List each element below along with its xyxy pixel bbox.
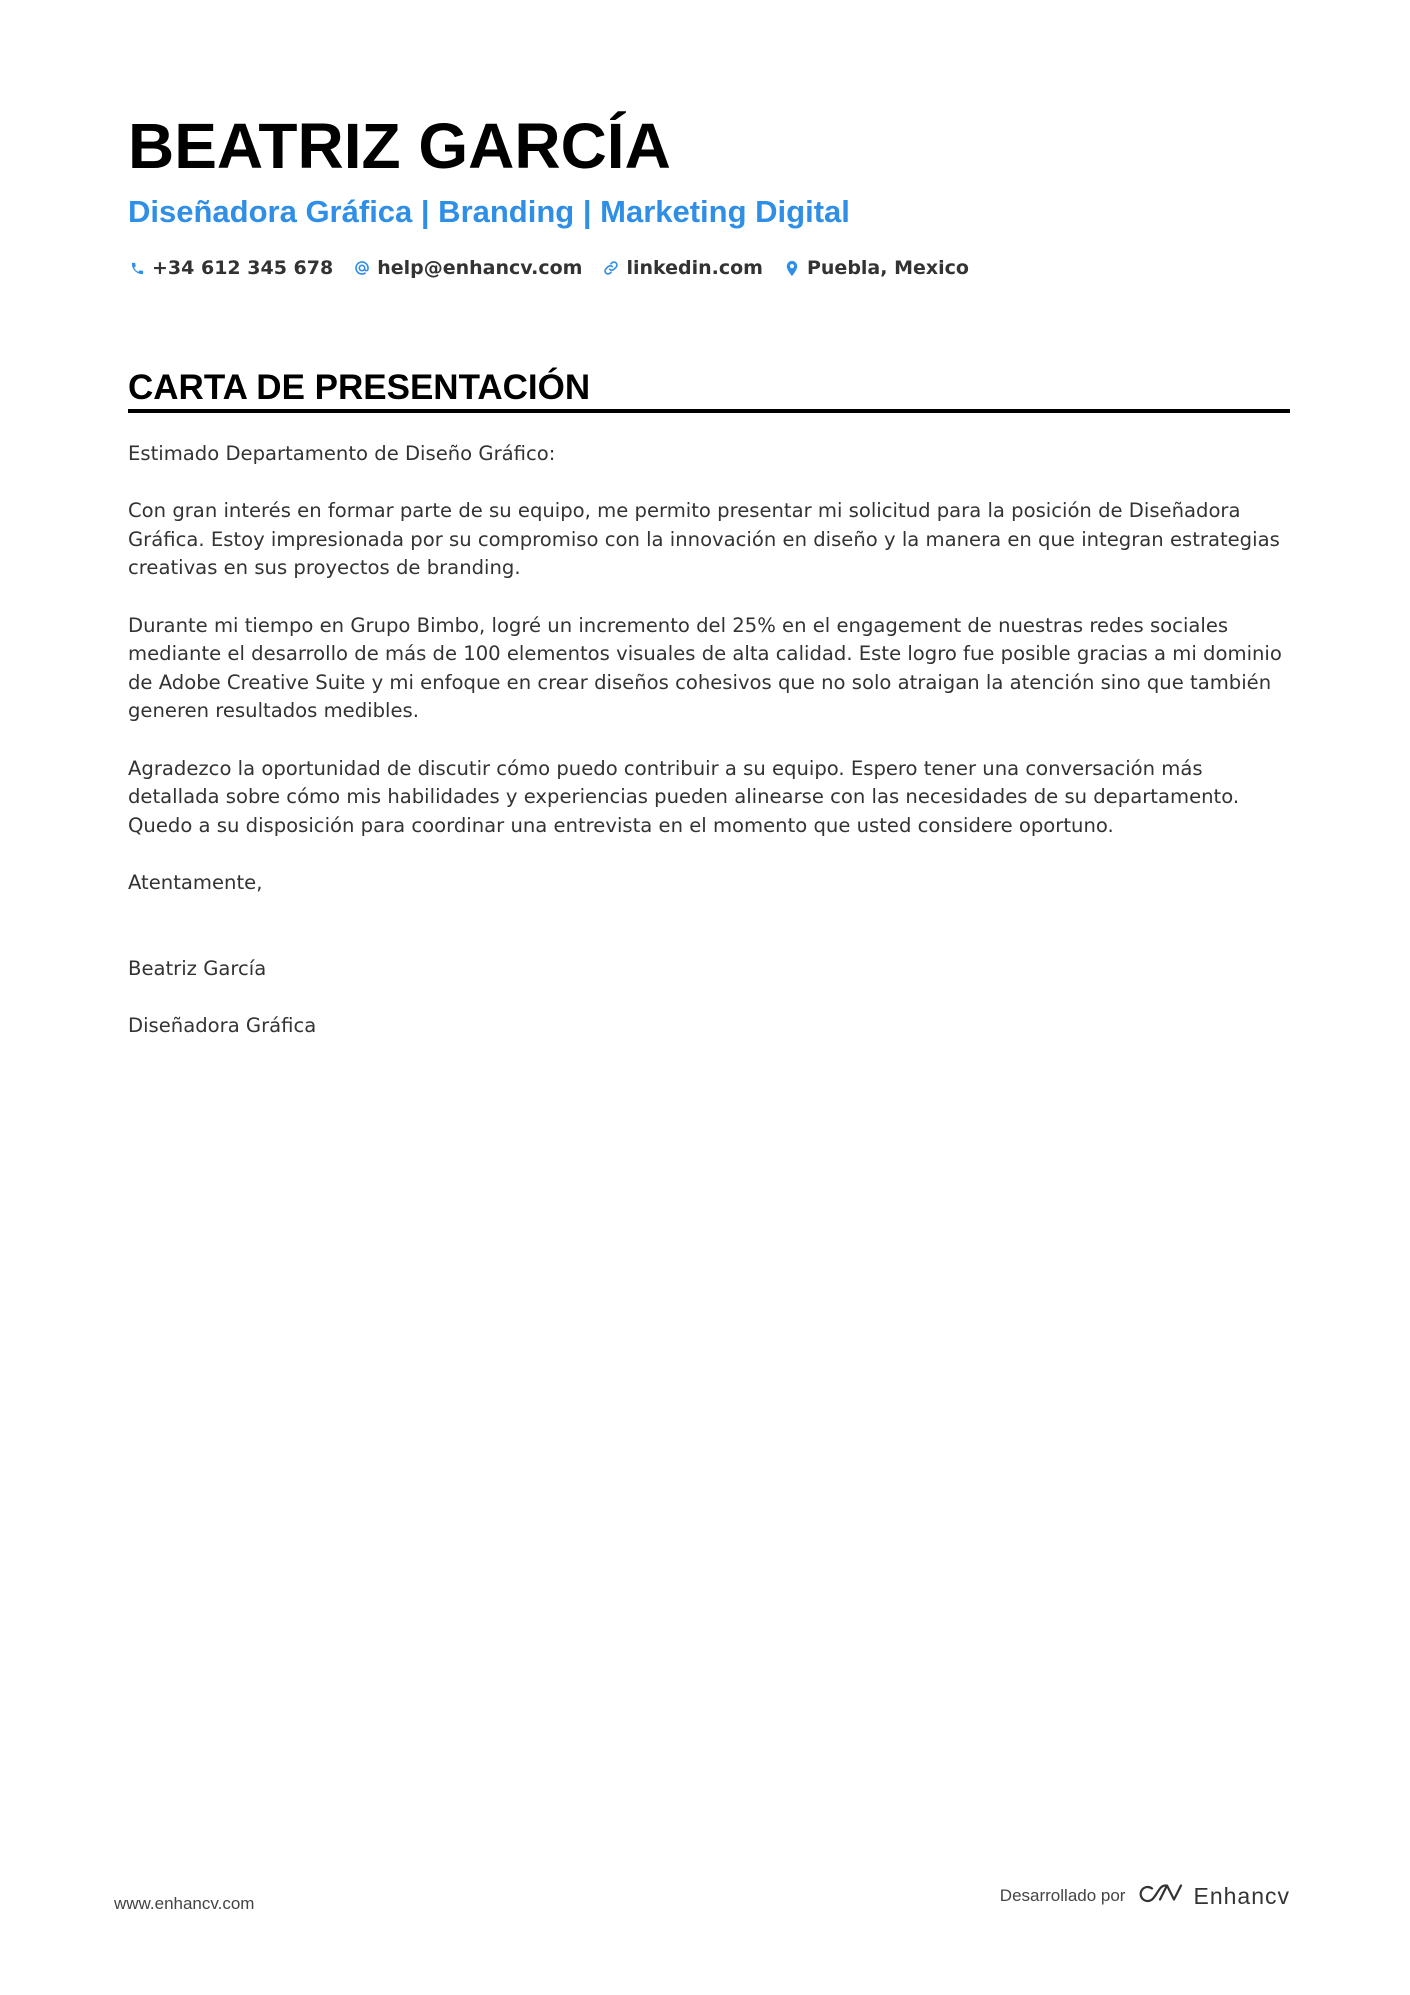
enhancv-brand-name: Enhancv — [1193, 1882, 1290, 1909]
contact-linkedin[interactable] — [602, 257, 763, 279]
link-icon — [602, 259, 620, 277]
letter-body — [128, 440, 1290, 1069]
contact-phone-text: +34 612 345 678 — [152, 257, 334, 279]
location-pin-icon — [783, 259, 801, 277]
contact-bar — [128, 254, 969, 282]
contact-email-text[interactable]: help@enhancv.com — [377, 257, 583, 279]
contact-linkedin-text[interactable]: linkedin.com — [626, 257, 763, 279]
signature-title: Diseñadora Gráfica — [128, 1013, 317, 1037]
powered-by-label: Desarrollado por — [999, 1886, 1126, 1905]
enhancv-logo-icon — [1137, 1882, 1183, 1910]
enhancv-logo[interactable] — [1137, 1882, 1290, 1910]
footer-branding[interactable] — [1000, 1882, 1290, 1910]
signature-name: Beatriz García — [128, 956, 267, 980]
candidate-title: Diseñadora Gráfica | Branding | Marketing Digital — [128, 194, 850, 229]
contact-location-text: Puebla, Mexico — [806, 257, 969, 279]
at-icon — [353, 259, 371, 277]
candidate-name: BEATRIZ GARCÍA — [128, 110, 671, 182]
phone-icon — [128, 259, 146, 277]
letter-salutation: Estimado Departamento de Diseño Gráfico: — [128, 442, 556, 465]
footer-website[interactable]: www.enhancv.com — [114, 1894, 255, 1913]
contact-email[interactable] — [353, 257, 582, 279]
letter-paragraph: Durante mi tiempo en Grupo Bimbo, logré un incremento del 25% en el engagement de nuestras redes sociales mediante el desarrollo de más de 100 elementos visuales de alta calidad. Este logro fue posible gracias a mi dominio de Adobe Creative Suite y mi enfoque en crear diseños cohesivos que no solo atraigan la atención sino que también generen resultados medibles. — [128, 613, 1282, 723]
contact-phone — [128, 257, 333, 279]
letter-paragraph: Con gran interés en formar parte de su equipo, me permito presentar mi solicitud para la posición de Diseñadora Gráfica. Estoy impresionada por su compromiso con la innovación en diseño y la manera en que integran estrategias creativas en sus proyectos de branding. — [128, 499, 1280, 580]
section-title-cover-letter: CARTA DE PRESENTACIÓN — [128, 368, 591, 407]
contact-location — [783, 257, 969, 279]
letter-paragraph: Agradezco la oportunidad de discutir cómo puedo contribuir a su equipo. Espero tener una conversación más detallada sobre cómo mis habilidades y experiencias pueden alinearse con las necesidades de su departamento. Quedo a su disposición para coordinar una entrevista en el momento que usted considere oportuno. — [128, 756, 1240, 837]
section-divider — [128, 409, 1290, 413]
letter-closing: Atentamente, — [128, 870, 263, 894]
